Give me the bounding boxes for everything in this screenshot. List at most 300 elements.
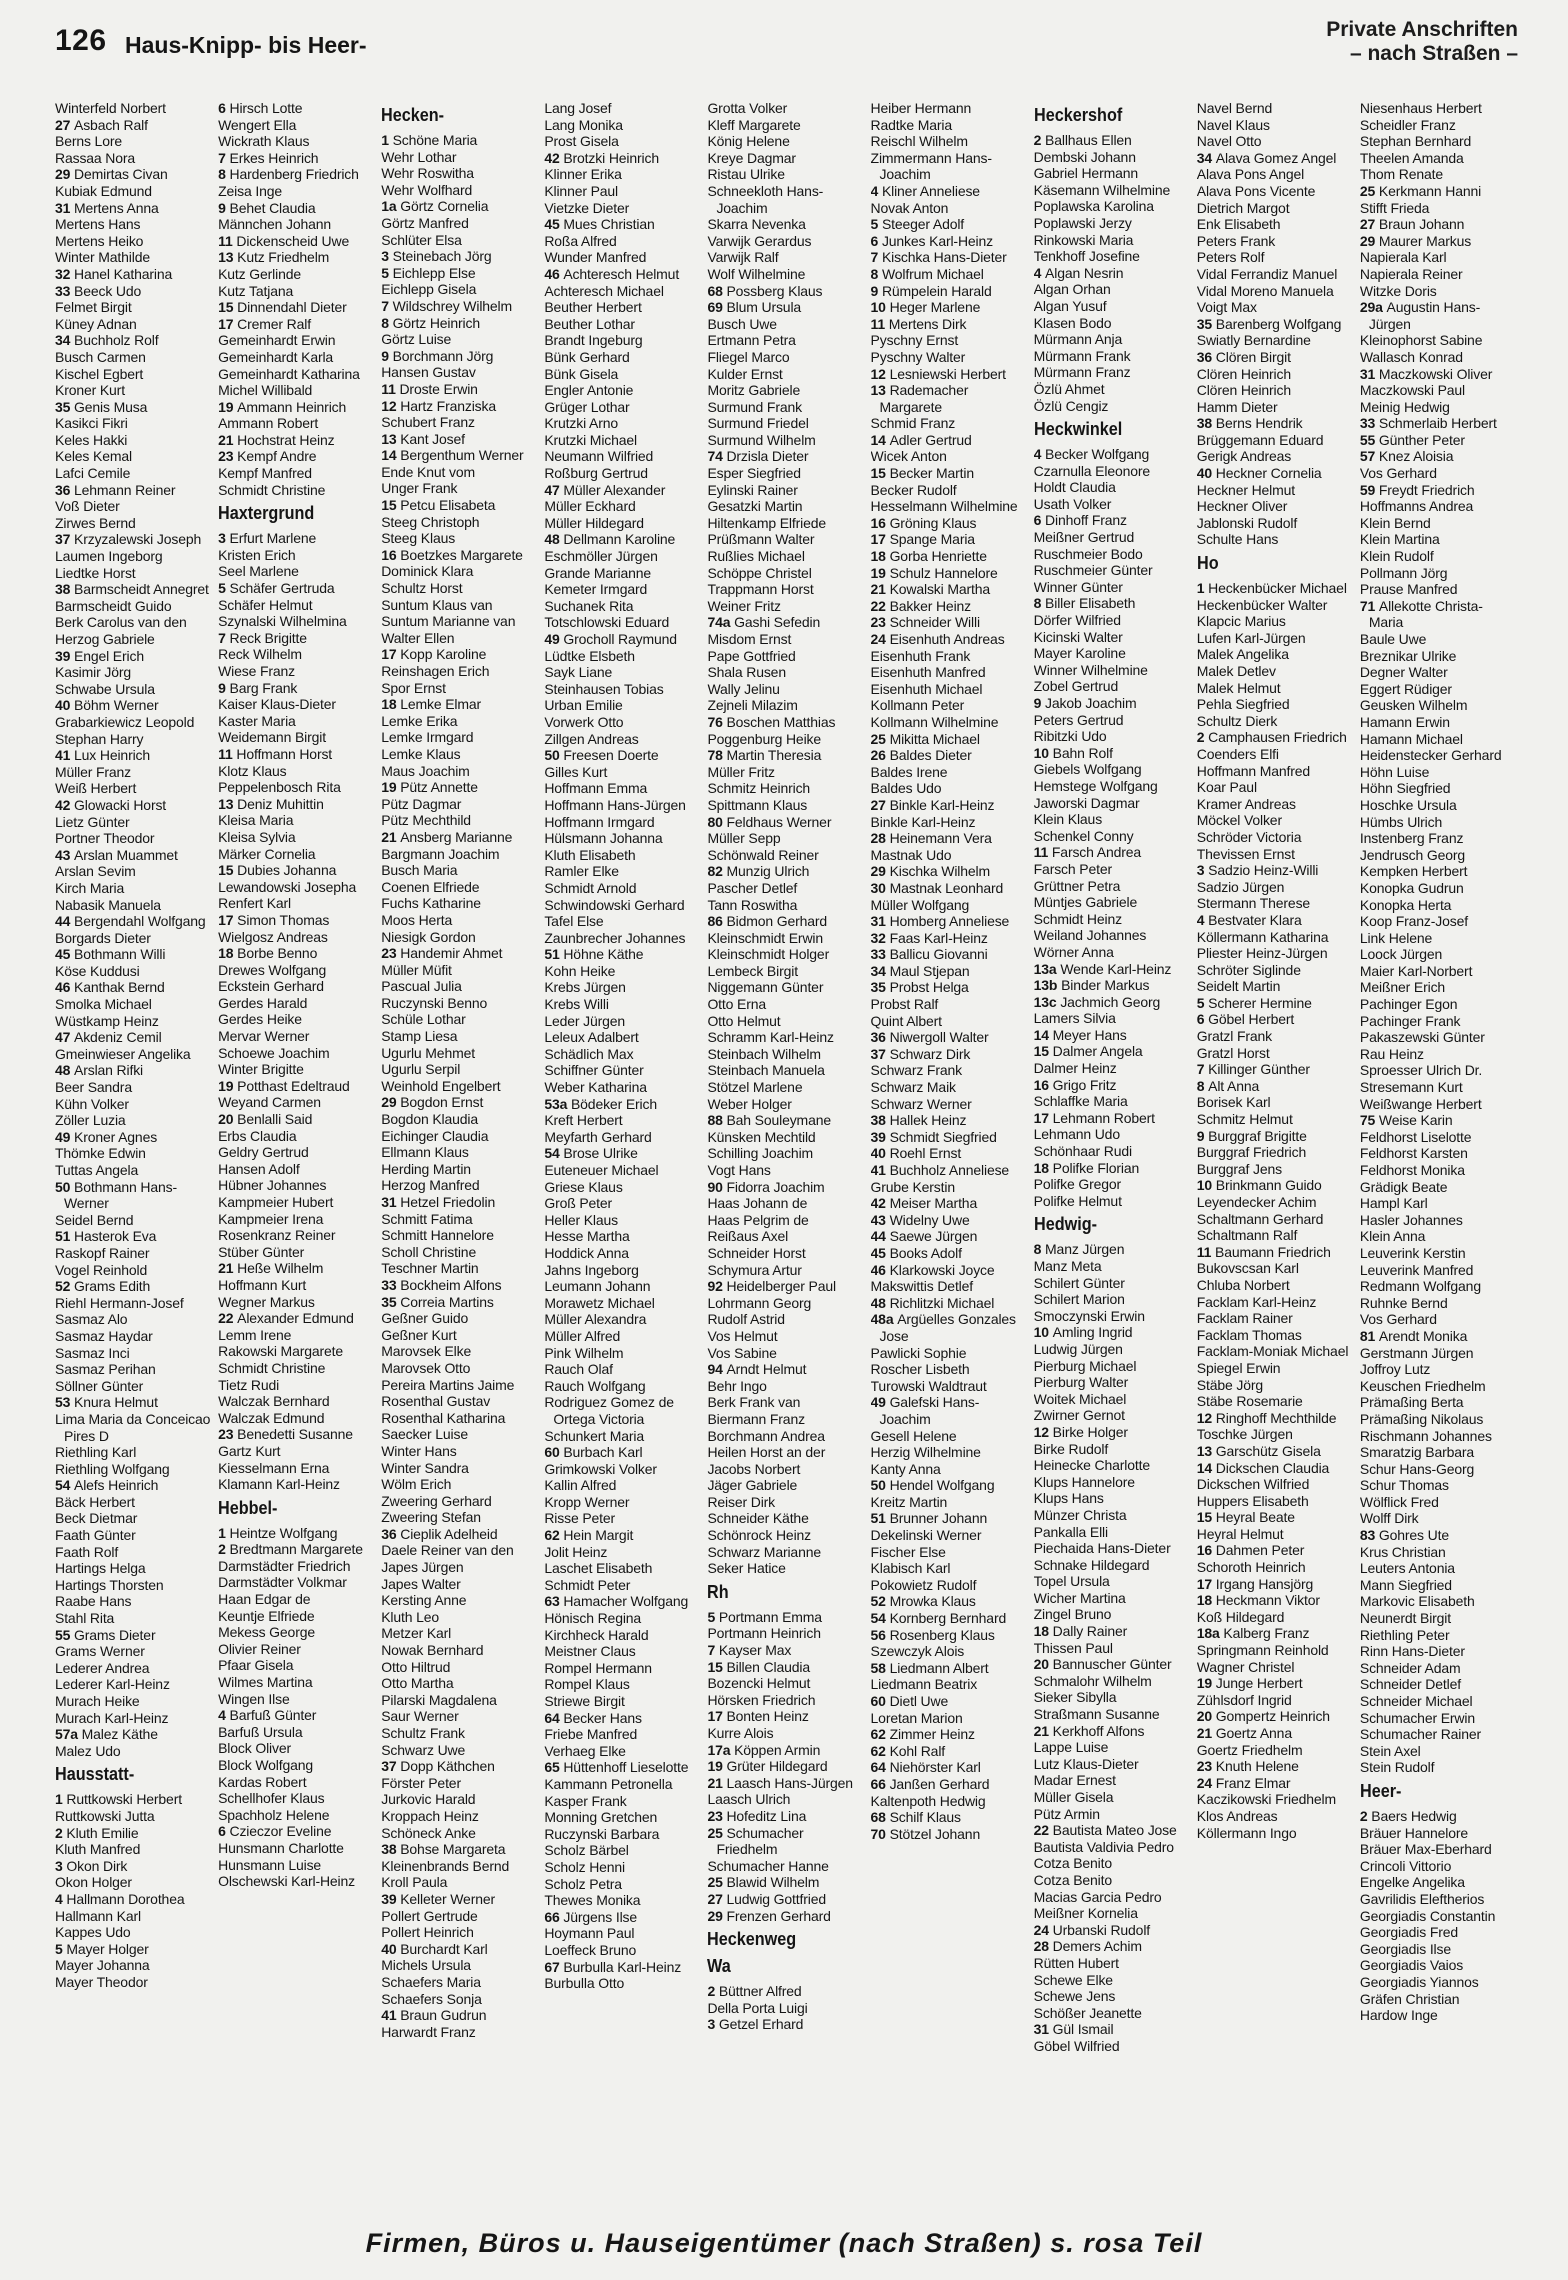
list-item: Schlüter Elsa — [381, 231, 462, 248]
resident-name: Wende Karl-Heinz — [1060, 960, 1172, 977]
house-number: 42 — [544, 149, 564, 166]
list-item: Faath Rolf — [55, 1543, 119, 1560]
resident-name: Bohse Margareta — [400, 1841, 506, 1858]
resident-name: Ludwig Gottfried — [726, 1890, 826, 1907]
list-item — [707, 299, 864, 316]
resident-name: Handemir Ahmet — [400, 945, 503, 962]
house-number: 17 — [381, 646, 401, 663]
list-item — [218, 580, 375, 597]
list-item: Kleff Margarete — [707, 116, 801, 133]
list-item: Wickrath Klaus — [218, 133, 310, 150]
house-number: 29 — [55, 166, 75, 183]
list-item: Saur Werner — [381, 1708, 459, 1725]
resident-name: Behet Claudia — [229, 199, 316, 216]
list-item — [218, 315, 375, 333]
list-item: Lang Monika — [544, 116, 623, 133]
resident-name: Goertz Anna — [1215, 1725, 1292, 1741]
list-item: Eckstein Gerhard — [218, 978, 324, 995]
house-number: 47 — [544, 481, 564, 498]
house-number: 41 — [55, 747, 75, 764]
list-item: Wicher Martina — [1033, 1589, 1126, 1606]
list-item: Shala Rusen — [707, 664, 786, 681]
house-number: 51 — [870, 1510, 890, 1527]
house-number: 94 — [707, 1361, 727, 1378]
list-item: Leyendecker Achim — [1196, 1194, 1317, 1210]
list-item: Klasen Bodo — [1033, 314, 1112, 331]
list-item: Gemeinhardt Karla — [218, 348, 334, 365]
house-number: 66 — [870, 1775, 890, 1792]
street-heading: Heer- — [1359, 1780, 1402, 1801]
list-item: Wegner Markus — [218, 1293, 315, 1310]
resident-name: Maurer Markus — [1378, 232, 1472, 249]
list-item: Schmitt Fatima — [381, 1210, 473, 1227]
list-item — [1196, 1177, 1354, 1194]
house-number: 21 — [1196, 1725, 1216, 1741]
list-item: Stein Axel — [1359, 1742, 1421, 1759]
house-number: 64 — [544, 1709, 564, 1726]
list-item: Burggraf Jens — [1196, 1160, 1282, 1177]
list-item: Pütz Armin — [1033, 1805, 1100, 1822]
list-item: Winterfeld Norbert — [55, 100, 166, 116]
list-item — [870, 1593, 1028, 1610]
list-item: Özlü Cengiz — [1033, 397, 1109, 414]
resident-name: Höhne Käthe — [563, 946, 644, 963]
list-item: Hoddick Anna — [544, 1244, 629, 1261]
list-item: Eichinger Claudia — [381, 1127, 489, 1144]
resident-name: Dickenscheid Uwe — [236, 232, 350, 249]
resident-name: Schäfer Gertruda — [229, 580, 335, 597]
list-item: Hörsken Friedrich — [707, 1691, 816, 1708]
resident-name: Demirtas Civan — [74, 166, 168, 183]
list-item: Gesatzki Martin — [707, 498, 803, 515]
list-item: Bäck Herbert — [55, 1493, 135, 1510]
list-item: Wilmes Martina — [218, 1674, 313, 1691]
list-item — [1033, 1656, 1191, 1673]
list-item: Hamm Dieter — [1196, 398, 1278, 415]
list-item: Goertz Friedhelm — [1196, 1741, 1303, 1758]
list-item: Söllner Günter — [55, 1377, 144, 1394]
list-item: Rudolf Astrid — [707, 1311, 785, 1328]
house-number: 27 — [55, 116, 75, 133]
list-item: Kleinophorst Sabine — [1359, 332, 1483, 349]
list-item: Steinbach Wilhelm — [707, 1045, 821, 1062]
list-item: Springmann Reinhold — [1196, 1642, 1329, 1659]
list-item: Winter Hans — [381, 1442, 457, 1459]
resident-name: Kalberg Franz — [1223, 1625, 1310, 1642]
house-number: 20 — [1196, 1708, 1216, 1725]
house-number: 18 — [381, 696, 401, 713]
list-item: Theelen Amanda — [1359, 149, 1464, 166]
column-7 — [1034, 100, 1191, 2200]
resident-name: Hetzel Friedolin — [400, 1194, 496, 1210]
resident-name: Göbel Herbert — [1208, 1011, 1295, 1028]
list-item — [55, 1626, 212, 1644]
list-item — [55, 199, 212, 217]
house-number: 15 — [870, 465, 890, 482]
list-item — [1033, 446, 1191, 463]
list-item: Grimkowski Volker — [544, 1460, 657, 1477]
house-number: 11 — [1033, 844, 1052, 861]
resident-name: Grocholl Raymund — [563, 631, 677, 647]
resident-name: Schulz Hannelore — [889, 564, 998, 581]
house-number: 23 — [870, 614, 890, 631]
resident-name: Alt Anna — [1208, 1077, 1260, 1094]
house-number: 12 — [1196, 1409, 1216, 1426]
house-number: 29a — [1359, 299, 1387, 316]
resident-name: Böhm Werner — [74, 697, 159, 714]
house-number: 36 — [55, 481, 75, 498]
list-item — [55, 1228, 212, 1245]
street-heading: Haxtergrund — [218, 503, 315, 524]
list-item — [707, 1642, 864, 1659]
column-5 — [707, 100, 864, 2200]
resident-name: Eisenhuth Andreas — [889, 631, 1005, 647]
house-number: 22 — [1033, 1822, 1053, 1839]
house-number: 45 — [55, 946, 75, 963]
resident-name: Hüttenhoff Lieselotte — [563, 1759, 689, 1776]
list-item: Schlaffke Maria — [1033, 1093, 1128, 1110]
list-item: Klotz Klaus — [218, 762, 287, 779]
list-item: Mürmann Anja — [1033, 331, 1123, 348]
column-1 — [55, 100, 212, 2200]
list-item — [544, 531, 701, 548]
house-number: 44 — [870, 1228, 890, 1245]
house-number: 39 — [55, 647, 75, 664]
list-item — [870, 431, 1028, 449]
list-item: Männchen Johann — [218, 216, 332, 233]
list-item: Meyfarth Gerhard — [544, 1128, 652, 1145]
list-item — [381, 1841, 538, 1858]
list-item: Rauch Wolfgang — [544, 1377, 646, 1394]
list-item — [218, 530, 375, 547]
list-item: Jacobs Norbert — [707, 1460, 801, 1477]
resident-name: Scherer Hermine — [1208, 994, 1312, 1011]
list-item: Krebs Jürgen — [544, 979, 626, 996]
list-item — [1196, 1575, 1354, 1593]
list-item: Gesell Helene — [870, 1427, 957, 1444]
list-item — [218, 1426, 375, 1443]
list-item: Schwarz Uwe — [381, 1741, 466, 1758]
list-item: Borgards Dieter — [55, 929, 151, 946]
resident-name: Barfuß Günter — [229, 1707, 317, 1724]
list-item: Pollert Gertrude — [381, 1907, 478, 1924]
resident-name: Bothmann Hans-Werner — [64, 1178, 177, 1212]
resident-name: Hartz Franziska — [400, 397, 497, 414]
resident-name: Mikitta Michael — [889, 730, 980, 747]
house-number: 21 — [1033, 1722, 1053, 1739]
list-item — [55, 1791, 212, 1808]
list-item: Ludwig Jürgen — [1033, 1340, 1123, 1357]
list-item — [381, 779, 538, 796]
list-item: Misdom Ernst — [707, 631, 792, 647]
list-item: Steinhausen Tobias — [544, 680, 664, 697]
resident-name: Dahmen Peter — [1215, 1542, 1305, 1559]
list-item — [55, 846, 212, 864]
list-item: Pascual Julia — [381, 978, 462, 995]
list-item: Weinhold Engelbert — [381, 1077, 501, 1094]
list-item: Lemke Klaus — [381, 745, 461, 762]
list-item: Schramm Karl-Heinz — [707, 1029, 834, 1046]
list-item — [1196, 1708, 1354, 1725]
list-item: Küney Adnan — [55, 315, 137, 332]
list-item: Ellmann Klaus — [381, 1144, 469, 1161]
resident-name: Homberg Anneliese — [889, 913, 1010, 930]
list-item: Schmid Franz — [870, 415, 956, 432]
list-item: Rau Heinz — [1359, 1045, 1424, 1062]
list-item: Reinshagen Erich — [381, 663, 490, 679]
list-item: Facklam Karl-Heinz — [1196, 1293, 1317, 1310]
resident-name: Okon Dirk — [66, 1857, 128, 1874]
list-item: Wally Jelinu — [707, 680, 780, 697]
list-item — [1033, 1938, 1191, 1955]
column-2 — [218, 100, 375, 2200]
list-item: Georgiadis Ilse — [1359, 1940, 1452, 1957]
list-item: Rosenkranz Reiner — [218, 1227, 336, 1244]
list-item: Schnake Hildegard — [1033, 1556, 1150, 1573]
list-item: Kampmeier Irena — [218, 1210, 324, 1227]
list-item: Kleinschmidt Erwin — [707, 929, 823, 946]
house-number: 35 — [870, 979, 890, 996]
list-item — [870, 879, 1028, 897]
list-item — [1033, 977, 1191, 994]
house-number: 6 — [218, 1823, 230, 1840]
list-item: Wielgosz Andreas — [218, 928, 328, 945]
list-item: Krus Christian — [1359, 1543, 1446, 1560]
list-item — [870, 597, 1028, 615]
list-item: Kemeter Irmgard — [544, 581, 648, 598]
list-item: Lufen Karl-Jürgen — [1196, 629, 1306, 646]
list-item: Klamann Karl-Heinz — [218, 1476, 340, 1493]
house-number: 32 — [55, 265, 75, 282]
resident-name: Heckenbücker Michael — [1208, 580, 1347, 597]
resident-name: Camphausen Friedrich — [1208, 729, 1347, 746]
resident-name: Kutz Friedhelm — [237, 249, 330, 266]
list-item: Spachholz Helene — [218, 1806, 330, 1823]
list-item: Schenkel Conny — [1033, 827, 1134, 844]
list-item: Bräuer Max-Eberhard — [1359, 1841, 1492, 1858]
resident-name: Ansberg Marianne — [400, 828, 513, 845]
house-number: 59 — [1359, 481, 1379, 498]
list-item: Winner Günter — [1033, 578, 1123, 595]
list-item — [1196, 1442, 1354, 1460]
house-number: 42 — [870, 1195, 890, 1212]
list-item: Kempf Manfred — [218, 465, 312, 482]
list-item: Wehr Wolfhard — [381, 181, 473, 198]
house-number: 48a — [870, 1311, 898, 1328]
list-item: Michel Willibald — [218, 382, 313, 399]
resident-name: Galefski Hans-Joachim — [879, 1394, 980, 1427]
list-item: Saecker Luise — [381, 1426, 468, 1443]
list-item — [1196, 1675, 1354, 1692]
house-number: 88 — [707, 1112, 727, 1129]
list-item — [707, 1983, 864, 2000]
house-number: 11 — [218, 232, 237, 249]
house-number: 4 — [1033, 446, 1046, 463]
list-item: Heckner Oliver — [1196, 498, 1288, 515]
resident-name: Binder Markus — [1061, 977, 1150, 994]
list-item — [544, 1908, 701, 1926]
list-item: Peters Gertrud — [1033, 711, 1124, 728]
list-item: Malek Helmut — [1196, 679, 1281, 696]
list-item — [55, 979, 212, 996]
list-item: Köllermann Katharina — [1196, 928, 1329, 945]
list-item: Kaltenpoth Hedwig — [870, 1792, 986, 1809]
list-item — [218, 629, 375, 647]
list-item: Heckner Helmut — [1196, 481, 1296, 498]
house-number: 62 — [870, 1726, 890, 1743]
list-item — [218, 249, 375, 266]
list-item — [707, 282, 864, 300]
list-item: Beuther Lothar — [544, 315, 635, 332]
list-item: Eisenhuth Manfred — [870, 664, 986, 681]
house-number: 68 — [707, 282, 727, 299]
house-number: 42 — [55, 796, 75, 813]
list-item — [55, 1940, 212, 1958]
resident-name: Borchmann Jörg — [392, 347, 494, 364]
house-number: 17 — [218, 911, 238, 928]
list-item: Riethling Wolfgang — [55, 1460, 170, 1477]
house-number: 17 — [707, 1708, 727, 1725]
list-item: Laschet Elisabeth — [544, 1560, 653, 1577]
list-item: Faath Günter — [55, 1527, 136, 1544]
house-number: 4 — [55, 1890, 67, 1907]
house-number: 54 — [55, 1477, 75, 1494]
list-item — [1359, 182, 1517, 200]
list-item: Schneider Käthe — [707, 1510, 809, 1527]
resident-name: Reck Brigitte — [229, 629, 307, 646]
list-item: Groß Peter — [544, 1195, 613, 1212]
list-item: Schaltmann Gerhard — [1196, 1210, 1324, 1227]
resident-name: Deniz Muhittin — [237, 795, 324, 812]
list-item — [1196, 580, 1354, 597]
list-item: Hoffmann Kurt — [218, 1276, 307, 1293]
list-item: Zaunbrecher Johannes — [544, 929, 686, 946]
list-item: Pankalla Elli — [1033, 1523, 1108, 1540]
list-item: Eichlepp Gisela — [381, 281, 477, 298]
list-item — [1033, 844, 1191, 861]
list-item: Burbulla Otto — [544, 1975, 625, 1992]
page-number: 126 — [55, 24, 107, 57]
list-item: Ristau Ulrike — [707, 166, 785, 183]
list-item: Burggraf Friedrich — [1196, 1144, 1307, 1161]
list-item: Dietrich Margot — [1196, 199, 1290, 216]
list-item: Schiffner Günter — [544, 1062, 644, 1079]
resident-name: Boschen Matthias — [726, 713, 836, 730]
list-item — [870, 282, 1028, 300]
list-item — [1196, 1061, 1354, 1078]
resident-name: Gül Ismail — [1052, 2021, 1114, 2038]
resident-name: Bidmon Gerhard — [726, 913, 828, 930]
house-number: 26 — [870, 747, 890, 764]
list-item: Schwarz Werner — [870, 1095, 972, 1112]
resident-name: Schwarz Dirk — [889, 1045, 971, 1062]
list-item: König Helene — [707, 133, 790, 150]
list-item: Geusken Wilhelm — [1359, 697, 1468, 714]
list-item — [381, 2007, 538, 2024]
list-item: Schönrock Heinz — [707, 1527, 812, 1544]
resident-name: Mastnak Leonhard — [889, 879, 1004, 896]
list-item: Görtz Manfred — [381, 214, 469, 231]
list-item — [381, 430, 538, 448]
list-item: Mertens Hans — [55, 216, 141, 233]
list-item: Hoffmann Hans-Jürgen — [544, 796, 686, 813]
house-number: 10 — [1196, 1177, 1216, 1194]
list-item — [1196, 1542, 1354, 1559]
list-item — [381, 297, 538, 315]
house-number: 31 — [55, 199, 75, 216]
list-item: Haas Pelgrim de — [707, 1211, 809, 1228]
resident-name: Bannuscher Günter — [1052, 1656, 1172, 1673]
list-item: Steinbach Manuela — [707, 1062, 825, 1079]
resident-name: Schilf Klaus — [889, 1809, 961, 1826]
resident-name: Martin Theresia — [726, 747, 822, 764]
resident-name: Baumann Friedrich — [1215, 1243, 1331, 1260]
list-item: Höhn Luise — [1359, 763, 1430, 780]
list-item: Griese Klaus — [544, 1178, 623, 1195]
list-item: Della Porta Luigi — [707, 1999, 808, 2016]
house-number: 45 — [870, 1244, 890, 1261]
resident-name: Sadzio Heinz-Willi — [1208, 862, 1319, 879]
list-item — [381, 198, 538, 215]
resident-name: Liedmann Albert — [889, 1659, 989, 1676]
list-item — [544, 1759, 701, 1776]
list-item: Bautista Valdivia Pedro — [1033, 1838, 1174, 1855]
list-item: Vietzke Dieter — [544, 199, 630, 216]
house-number: 55 — [1359, 431, 1379, 448]
house-number: 19 — [1196, 1675, 1216, 1692]
list-item: Schur Hans-Georg — [1359, 1460, 1475, 1477]
street-heading: Heckershof — [1033, 105, 1122, 125]
list-item: Usath Volker — [1033, 495, 1112, 512]
resident-name: Kayser Max — [718, 1642, 792, 1659]
list-item: Facklam-Moniak Michael — [1196, 1343, 1349, 1360]
list-item — [870, 265, 1028, 283]
list-item: Redmann Wolfgang — [1359, 1278, 1481, 1295]
house-number: 36 — [870, 1029, 890, 1046]
list-item: Kempken Herbert — [1359, 863, 1468, 880]
list-item: Renfert Karl — [218, 895, 292, 912]
list-item: Ugurlu Serpil — [381, 1061, 461, 1078]
list-item: Wüstkamp Heinz — [55, 1012, 159, 1029]
list-item — [870, 299, 1028, 316]
list-item: Algan Orhan — [1033, 281, 1111, 298]
list-item: Barfuß Ursula — [218, 1723, 303, 1740]
list-item — [381, 945, 538, 962]
resident-name: Mertens Dirk — [888, 315, 967, 332]
resident-name: Clören Birgit — [1215, 348, 1291, 365]
resident-name: Portmann Emma — [718, 1608, 822, 1625]
house-number: 28 — [1033, 1938, 1053, 1955]
list-item: Meißner Gertrud — [1033, 529, 1135, 546]
house-number: 4 — [1033, 264, 1046, 281]
list-item: Wagner Christel — [1196, 1658, 1295, 1675]
resident-name: Bonten Heinz — [726, 1708, 809, 1725]
house-number: 21 — [381, 828, 401, 845]
list-item: Wolff Dirk — [1359, 1510, 1419, 1527]
street-heading: Hebbel- — [218, 1497, 278, 1518]
list-item: Kühn Volker — [55, 1095, 129, 1112]
list-item: Wölflick Fred — [1359, 1493, 1439, 1510]
list-item: Schultz Dierk — [1196, 712, 1278, 729]
house-number: 39 — [870, 1128, 890, 1145]
house-number: 53a — [544, 1095, 571, 1112]
house-number: 17 — [1033, 1109, 1053, 1126]
resident-name: Büttner Alfred — [718, 1983, 802, 2000]
list-item — [1359, 216, 1517, 233]
house-number: 48 — [544, 531, 564, 548]
list-item: Maczkowski Paul — [1359, 382, 1465, 399]
resident-name: Benlalli Said — [237, 1111, 313, 1128]
